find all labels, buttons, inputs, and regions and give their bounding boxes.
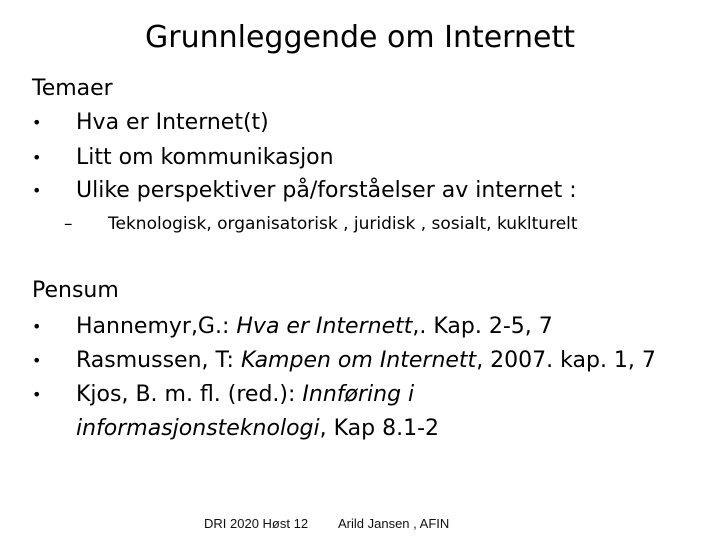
reference-author: Rasmussen, T: xyxy=(76,348,241,373)
reference-text xyxy=(76,344,656,378)
reference-text xyxy=(76,378,596,446)
bullet-icon: • xyxy=(32,181,42,200)
reference-details: ,. Kap. 2-5, 7 xyxy=(412,314,553,339)
dash-icon: – xyxy=(64,214,73,234)
reference-author: Kjos, B. m. fl. (red.): xyxy=(76,382,303,407)
reference-text xyxy=(76,310,553,344)
section-heading-temaer: Temaer xyxy=(32,76,113,101)
reference-title: Kampen om Internett xyxy=(240,348,477,373)
list-item-text: Litt om kommunikasjon xyxy=(76,145,334,170)
bullet-icon: • xyxy=(32,113,42,132)
list-item-text: Ulike perspektiver på/forståelser av internet : xyxy=(76,178,577,203)
list-item-text: Hva er Internet(t) xyxy=(76,110,269,135)
slide-title: Grunnleggende om Internett xyxy=(144,20,575,55)
footer-course: DRI 2020 Høst 12 xyxy=(204,516,309,531)
bullet-icon: • xyxy=(32,317,42,336)
reference-author: Hannemyr,G.: xyxy=(76,314,237,339)
reference-title: Hva er Internett xyxy=(236,314,413,339)
bullet-icon: • xyxy=(32,385,42,404)
reference-details: , Kap 8.1-2 xyxy=(319,416,440,441)
reference-title: Innføring i informasjonsteknologi xyxy=(76,382,415,441)
bullet-icon: • xyxy=(32,351,42,370)
reference-details: , 2007. kap. 1, 7 xyxy=(476,348,656,373)
sub-list-item-text: Teknologisk, organisatorisk , juridisk , sosialt, kuklturelt xyxy=(108,214,578,234)
section-heading-pensum: Pensum xyxy=(32,278,119,303)
bullet-icon: • xyxy=(32,148,42,167)
footer-author: Arild Jansen , AFIN xyxy=(338,516,450,531)
